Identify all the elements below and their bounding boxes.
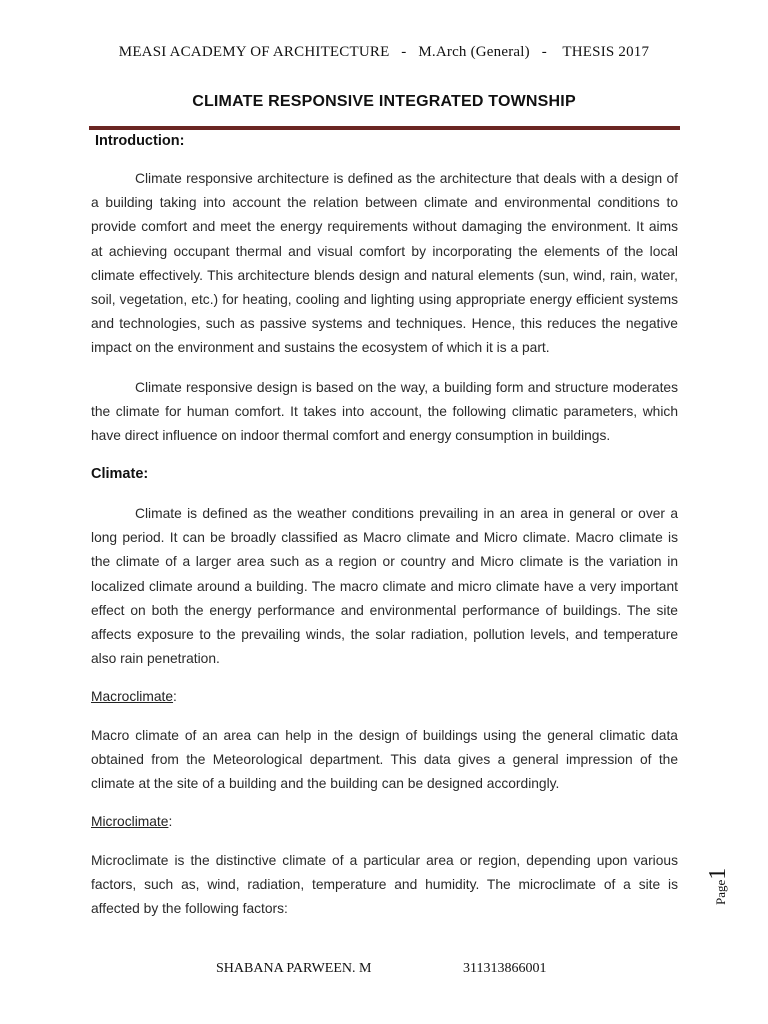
macroclimate-subheading <box>91 689 177 704</box>
document-title: CLIMATE RESPONSIVE INTEGRATED TOWNSHIP <box>192 93 576 110</box>
introduction-paragraph-2: Climate responsive design is based on the way, a building form and structure moderates the climate for human comfort. It takes into account, the following climatic parameters, which have direct influence on indoor thermal comfort and energy consumption in buildings. <box>91 380 678 444</box>
macroclimate-label: Macroclimate <box>91 689 174 704</box>
title-divider <box>89 126 680 130</box>
microclimate-paragraph: Microclimate is the distinctive climate of a particular area or region, depending upon various factors, such as, wind, radiation, temperature and humidity. The microclimate of a site is affected by the following factors: <box>91 853 678 917</box>
climate-heading: Climate: <box>91 466 149 482</box>
running-header: MEASI ACADEMY OF ARCHITECTURE - M.Arch (General) - THESIS 2017 <box>118 44 650 60</box>
footer-author: SHABANA PARWEEN. M <box>216 961 372 976</box>
introduction-heading: Introduction: <box>95 133 185 149</box>
page-number-marker <box>705 868 732 905</box>
page-number: 1 <box>705 867 731 880</box>
footer-id: 311313866001 <box>463 961 547 976</box>
microclimate-label: Microclimate <box>91 814 169 829</box>
macroclimate-colon: : <box>173 689 177 704</box>
microclimate-subheading <box>91 814 172 829</box>
microclimate-colon: : <box>168 814 173 829</box>
page-word: Page <box>713 879 728 905</box>
introduction-paragraph-1: Climate responsive architecture is defined as the architecture that deals with a design of a building taking into account the relation between climate and environmental conditions to provide comfort and meet the energy requirements without damaging the environment. It aims at achieving occupant thermal and visual comfort by incorporating the elements of the local climate effectively. This architecture blends design and natural elements (sun, wind, rain, water, soil, vegetation, etc.) for heating, cooling and lighting using appropriate energy efficient systems and technologies, such as passive systems and techniques. Hence, this reduces the negative impact on the environment and sustains the ecosystem of which it is a part. <box>91 171 678 356</box>
macroclimate-paragraph: Macro climate of an area can help in the design of buildings using the general climatic data obtained from the Meteorological department. This data gives a general impression of the climate at the site of a building and the building can be designed accordingly. <box>91 728 678 792</box>
climate-paragraph: Climate is defined as the weather conditions prevailing in an area in general or over a long period. It can be broadly classified as Macro climate and Micro climate. Macro climate is the climate of a larger area such as a region or country and Micro climate is the variation in localized climate around a building. The macro climate and micro climate have a very important effect on both the energy performance and environmental performance of buildings. The site affects exposure to the prevailing winds, the solar radiation, pollution levels, and temperature also rain penetration. <box>91 506 678 667</box>
